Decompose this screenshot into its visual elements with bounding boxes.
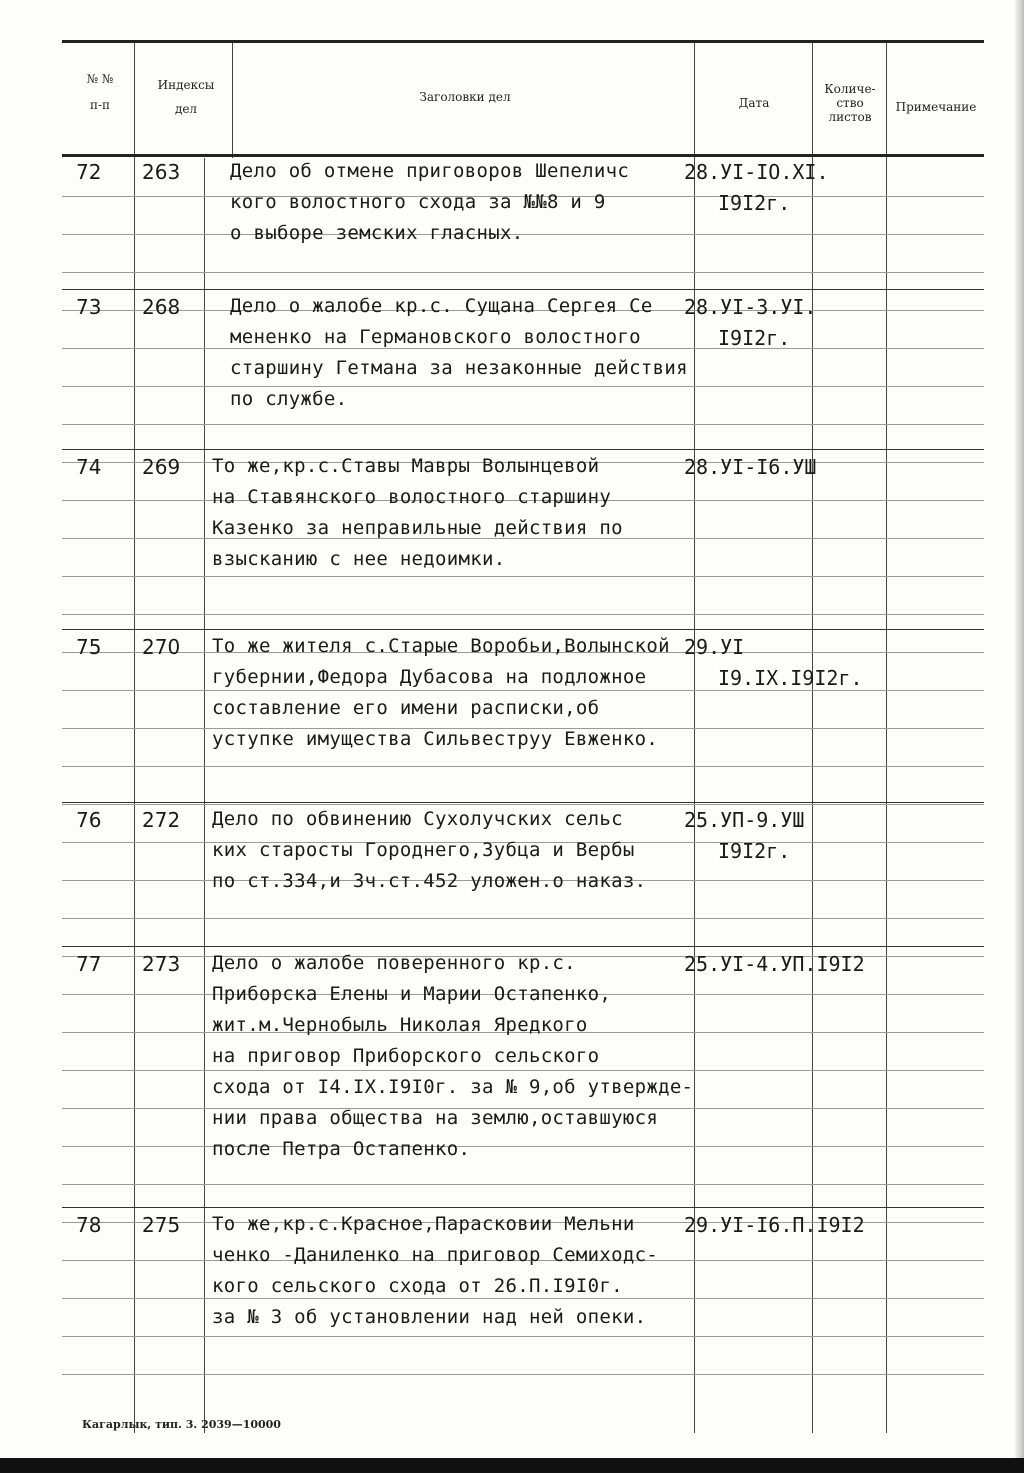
record-number: 73	[76, 295, 102, 319]
record-title-line: нии права общества на землю,оставшуюся	[212, 1107, 659, 1129]
page-edge-shadow	[1014, 0, 1024, 1458]
header-index-line2: дел	[174, 102, 198, 116]
col-divider-2b	[204, 158, 205, 1433]
record-title-line: после Петра Остапенко.	[212, 1138, 471, 1160]
ruled-line	[62, 1146, 984, 1147]
record-title-line: за № 3 об установлении над ней опеки.	[212, 1306, 647, 1328]
record-title-line: жит.м.Чернобыль Николая Яредкого	[212, 1014, 588, 1036]
ruled-line	[62, 386, 984, 387]
col-divider-2	[232, 43, 233, 158]
ruled-line	[62, 804, 984, 805]
ruled-line	[62, 348, 984, 349]
record-index: 275	[142, 1213, 181, 1237]
top-border	[62, 40, 984, 43]
record-title-line: о выборе земских гласных.	[230, 222, 524, 244]
record-title-line: То же,кр.с.Красное,Парасковии Мельни	[212, 1213, 635, 1235]
record-title-line: схода от I4.IX.I9I0г. за № 9,об утвержде-	[212, 1076, 694, 1098]
record-title-line: кого сельского схода от 26.П.I9I0г.	[212, 1275, 623, 1297]
header-num-line1: № №	[86, 72, 114, 86]
ruled-line	[62, 1070, 984, 1071]
header-sheets-line2: ство	[836, 96, 864, 110]
record-title-line: по службе.	[230, 388, 348, 410]
record-title-line: на приговор Приборского сельского	[212, 1045, 600, 1067]
ruled-line	[62, 1336, 984, 1337]
col-divider-1	[134, 43, 135, 1433]
record-title-line: Казенко за неправильные действия по	[212, 517, 623, 539]
bottom-scan-edge	[0, 1458, 1024, 1473]
record-separator	[62, 629, 984, 630]
record-date: I9.IX.I9I2г.	[718, 666, 863, 690]
header-sheets-line3: листов	[828, 110, 872, 124]
record-date: 28.УI-IO.XI.	[684, 160, 829, 184]
ruled-line	[62, 1184, 984, 1185]
header-index-line1: Индексы	[157, 78, 215, 92]
ruled-line	[62, 1298, 984, 1299]
ruled-line	[62, 690, 984, 691]
record-title-line: уступке имущества Сильвеструу Евженко.	[212, 728, 659, 750]
record-title-line: То же жителя с.Старые Воробьи,Волынской	[212, 635, 670, 657]
ruled-line	[62, 424, 984, 425]
ruled-line	[62, 1374, 984, 1375]
record-number: 74	[76, 455, 102, 479]
record-separator	[62, 449, 984, 450]
record-title-line: на Ставянского волостного старшину	[212, 486, 612, 508]
record-title-line: по ст.334,и 3ч.ст.452 уложен.о наказ.	[212, 870, 647, 892]
record-title-line: кого волостного схода за №№8 и 9	[230, 191, 606, 213]
record-separator	[62, 289, 984, 290]
record-title-line: мененко на Германовского волостного	[230, 326, 641, 348]
header-title: Заголовки дел	[419, 90, 511, 104]
record-index: 273	[142, 952, 181, 976]
ruled-line	[62, 576, 984, 577]
record-index: 268	[142, 295, 181, 319]
record-separator	[62, 802, 984, 803]
record-title-line: ких старосты Городнего,Зубца и Вербы	[212, 839, 635, 861]
record-number: 78	[76, 1213, 102, 1237]
printer-footer: Кагарлык, тип. 3. 2039—10000	[82, 1418, 281, 1431]
record-title-line: Дело о жалобе кр.с. Сущана Сергея Се	[230, 295, 653, 317]
record-number: 75	[76, 635, 102, 659]
record-date: I9I2г.	[718, 191, 791, 215]
record-index: 263	[142, 160, 181, 184]
record-number: 72	[76, 160, 102, 184]
record-title-line: взысканию с нее недоимки.	[212, 548, 506, 570]
ruled-line	[62, 272, 984, 273]
record-title-line: старшину Гетмана за незаконные действия	[230, 357, 688, 379]
record-date: 28.УI-3.УI.	[684, 295, 817, 319]
ruled-line	[62, 766, 984, 767]
record-date: 25.УП-9.УШ	[684, 808, 805, 832]
header-date: Дата	[738, 96, 770, 110]
record-index: 269	[142, 455, 181, 479]
record-title-line: губернии,Федора Дубасова на подложное	[212, 666, 647, 688]
record-index: 272	[142, 808, 181, 832]
header-sheets	[814, 82, 886, 124]
record-separator	[62, 1207, 984, 1208]
record-number: 77	[76, 952, 102, 976]
col-divider-5	[886, 43, 887, 1433]
header-num	[66, 72, 134, 112]
record-date: 29.УI	[684, 635, 745, 659]
record-title-line: ченко -Даниленко на приговор Семиходс-	[212, 1244, 659, 1266]
record-title-line: Дело по обвинению Сухолучских сельс	[212, 808, 623, 830]
header-notes: Примечание	[895, 100, 977, 114]
record-title-line: Дело о жалобе поверенного кр.с.	[212, 952, 576, 974]
record-title-line: То же,кр.с.Ставы Мавры Волынцевой	[212, 455, 600, 477]
record-number: 76	[76, 808, 102, 832]
header-sheets-line1: Количе-	[824, 82, 876, 96]
header-bottom-border	[62, 154, 984, 157]
record-title-line: Приборска Елены и Марии Остапенко,	[212, 983, 612, 1005]
record-separator	[62, 946, 984, 947]
record-title-line: Дело об отмене приговоров Шепеличс	[230, 160, 630, 182]
record-date: I9I2г.	[718, 326, 791, 350]
header-num-line2: п-п	[89, 98, 111, 112]
header-index	[140, 78, 232, 116]
record-title-line: составление его имени расписки,об	[212, 697, 600, 719]
record-date: I9I2г.	[718, 839, 791, 863]
record-date: 25.УI-4.УП.I9I2	[684, 952, 865, 976]
record-date: 28.УI-I6.УШ	[684, 455, 817, 479]
ruled-line	[62, 614, 984, 615]
ruled-line	[62, 918, 984, 919]
record-date: 29.УI-I6.П.I9I2	[684, 1213, 865, 1237]
record-index: 270	[142, 635, 181, 659]
